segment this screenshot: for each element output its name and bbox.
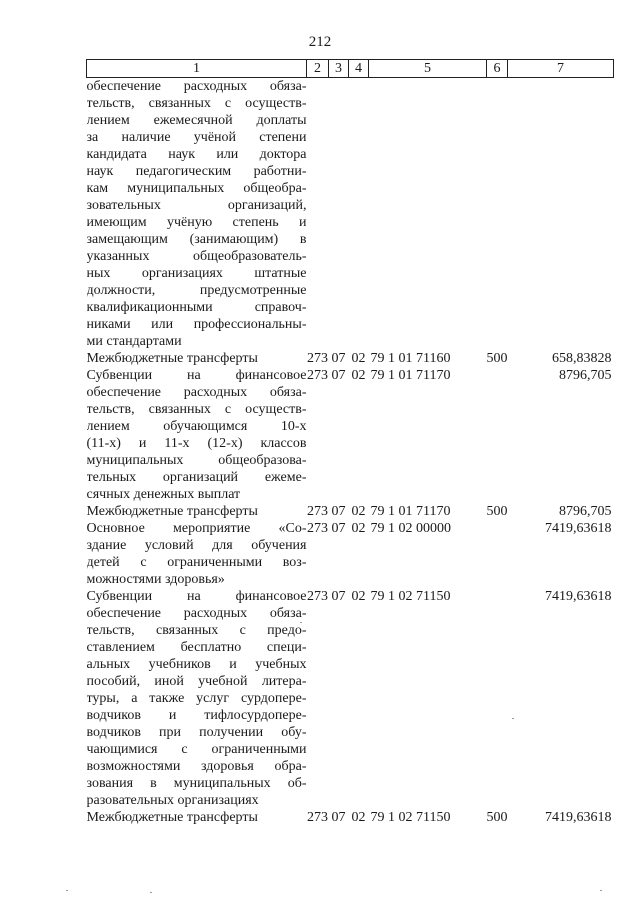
cell-target-article-code: 79 1 01 71160 — [370, 351, 451, 366]
cell-section-code: 07 — [331, 521, 346, 536]
description-line: тельных организаций ежеме- — [86, 470, 307, 485]
column-header-4: 4 — [349, 60, 369, 78]
cell-target-article-code: 79 1 02 71150 — [370, 810, 451, 825]
description-line: за наличие учёной степени — [86, 130, 307, 145]
description-line: Межбюджетные трансферты — [86, 351, 258, 366]
row-description — [87, 809, 307, 826]
description-line: туры, а также услуг сурдопере- — [86, 691, 307, 706]
cell-target-article-code: 79 1 01 71170 — [370, 504, 451, 519]
cell-ministry-code: 273 — [307, 368, 328, 383]
description-line: наук педагогическим работни- — [86, 164, 307, 179]
table-row — [87, 350, 614, 367]
column-header-7: 7 — [508, 60, 614, 78]
cell-expense-type-code: 500 — [486, 810, 508, 825]
description-line: тельств, связанных с осуществ- — [86, 402, 307, 417]
cell-section-code: 07 — [331, 368, 346, 383]
description-line: обеспечение расходных обяза- — [86, 606, 307, 621]
description-line: водчиков при получении обу- — [86, 725, 307, 740]
cell-expense-type-code: 500 — [486, 504, 508, 519]
description-line: ми стандартами — [86, 334, 182, 349]
table-header-row — [87, 60, 614, 78]
cell-ministry-code: 273 — [307, 504, 328, 519]
cell-subsection-code: 02 — [351, 810, 366, 825]
scan-speck — [66, 890, 68, 891]
description-line: ставлением бесплатно специ- — [86, 640, 307, 655]
table-row — [87, 588, 614, 809]
description-line: никами или профессиональны- — [86, 317, 307, 332]
description-line: замещающим (занимающим) в — [86, 232, 307, 247]
cell-amount: 658,83828 — [552, 351, 612, 366]
cell-amount: 7419,63618 — [545, 521, 612, 536]
scan-speck — [150, 892, 152, 893]
row-description — [87, 78, 307, 351]
row-description — [87, 588, 307, 809]
cell-expense-type-code — [487, 520, 508, 588]
description-line: указанных общеобразователь- — [86, 249, 307, 264]
description-line: Межбюджетные трансферты — [86, 504, 258, 519]
cell-subsection-code: 02 — [351, 351, 366, 366]
cell-target-article-code: 79 1 02 00000 — [370, 521, 451, 536]
description-line: (11-х) и 11-х (12-х) классов — [86, 436, 307, 451]
cell-target-article-code — [369, 78, 487, 351]
row-description — [87, 503, 307, 520]
cell-target-article-code: 79 1 01 71170 — [370, 368, 451, 383]
description-line: тельств, связанных с осуществ- — [86, 96, 307, 111]
row-description — [87, 520, 307, 588]
description-line: Субвенции на финансовое — [86, 368, 307, 383]
cell-ministry-code: 273 — [307, 521, 328, 536]
description-line: обеспечение расходных обяза- — [86, 385, 307, 400]
description-line: можностями здоровья» — [86, 572, 225, 587]
cell-target-article-code: 79 1 02 71150 — [370, 589, 451, 604]
cell-expense-type-code: 500 — [486, 351, 508, 366]
scan-speck — [512, 718, 514, 719]
description-line: зовательных организаций, — [86, 198, 307, 213]
description-line: альных учебников и учебных — [86, 657, 307, 672]
description-line: водчиков и тифлосурдопере- — [86, 708, 307, 723]
description-line: кандидата наук или доктора — [86, 147, 307, 162]
cell-ministry-code: 273 — [307, 589, 328, 604]
table-row — [87, 367, 614, 503]
row-description — [87, 350, 307, 367]
cell-expense-type-code — [487, 588, 508, 809]
description-line: обеспечение расходных обяза- — [86, 79, 307, 94]
description-line: тельств, связанных с предо- — [86, 623, 307, 638]
description-line: Субвенции на финансовое — [86, 589, 307, 604]
column-header-6: 6 — [487, 60, 508, 78]
cell-section-code — [329, 78, 349, 351]
description-line: пособий, иной учебной литера- — [86, 674, 307, 689]
description-line: должности, предусмотренные — [86, 283, 307, 298]
cell-amount: 7419,63618 — [545, 589, 612, 604]
column-header-5: 5 — [369, 60, 487, 78]
description-line: квалификационными справоч- — [86, 300, 307, 315]
description-line: сячных денежных выплат — [86, 487, 241, 502]
column-header-2: 2 — [307, 60, 329, 78]
cell-amount: 7419,63618 — [545, 810, 612, 825]
budget-table — [86, 59, 614, 826]
description-line: ных организациях штатные — [86, 266, 307, 281]
cell-ministry-code — [307, 78, 329, 351]
table-row — [87, 503, 614, 520]
cell-subsection-code: 02 — [351, 521, 366, 536]
cell-expense-type-code — [487, 367, 508, 503]
description-line: детей с ограниченными воз- — [86, 555, 307, 570]
cell-amount: 8796,705 — [559, 368, 612, 383]
cell-amount: 8796,705 — [559, 504, 612, 519]
table-row — [87, 809, 614, 826]
table-row — [87, 78, 614, 351]
cell-section-code: 07 — [331, 504, 346, 519]
scan-speck — [600, 890, 602, 891]
description-line: Межбюджетные трансферты — [86, 810, 258, 825]
cell-ministry-code: 273 — [307, 351, 328, 366]
row-description — [87, 367, 307, 503]
column-header-3: 3 — [329, 60, 349, 78]
cell-ministry-code: 273 — [307, 810, 328, 825]
description-line: здание условий для обучения — [86, 538, 307, 553]
cell-section-code: 07 — [331, 810, 346, 825]
description-line: муниципальных общеобразова- — [86, 453, 307, 468]
cell-subsection-code: 02 — [351, 504, 366, 519]
description-line: кам муниципальных общеобра- — [86, 181, 307, 196]
cell-section-code: 07 — [331, 589, 346, 604]
description-line: чающимися с ограниченными — [86, 742, 307, 757]
cell-subsection-code: 02 — [351, 368, 366, 383]
scan-speck — [300, 622, 302, 623]
cell-section-code: 07 — [331, 351, 346, 366]
table-row — [87, 520, 614, 588]
cell-subsection-code — [349, 78, 369, 351]
column-header-1: 1 — [87, 60, 307, 78]
description-line: зования в муниципальных об- — [86, 776, 307, 791]
description-line: разовательных организациях — [86, 793, 259, 808]
cell-subsection-code: 02 — [351, 589, 366, 604]
cell-amount — [508, 78, 614, 351]
cell-expense-type-code — [487, 78, 508, 351]
description-line: возможностями здоровья обра- — [86, 759, 307, 774]
page-number: 212 — [308, 34, 332, 50]
description-line: Основное мероприятие «Со- — [86, 521, 307, 536]
description-line: лением обучающимся 10-х — [86, 419, 307, 434]
description-line: имеющим учёную степень и — [86, 215, 307, 230]
description-line: лением ежемесячной доплаты — [86, 113, 307, 128]
